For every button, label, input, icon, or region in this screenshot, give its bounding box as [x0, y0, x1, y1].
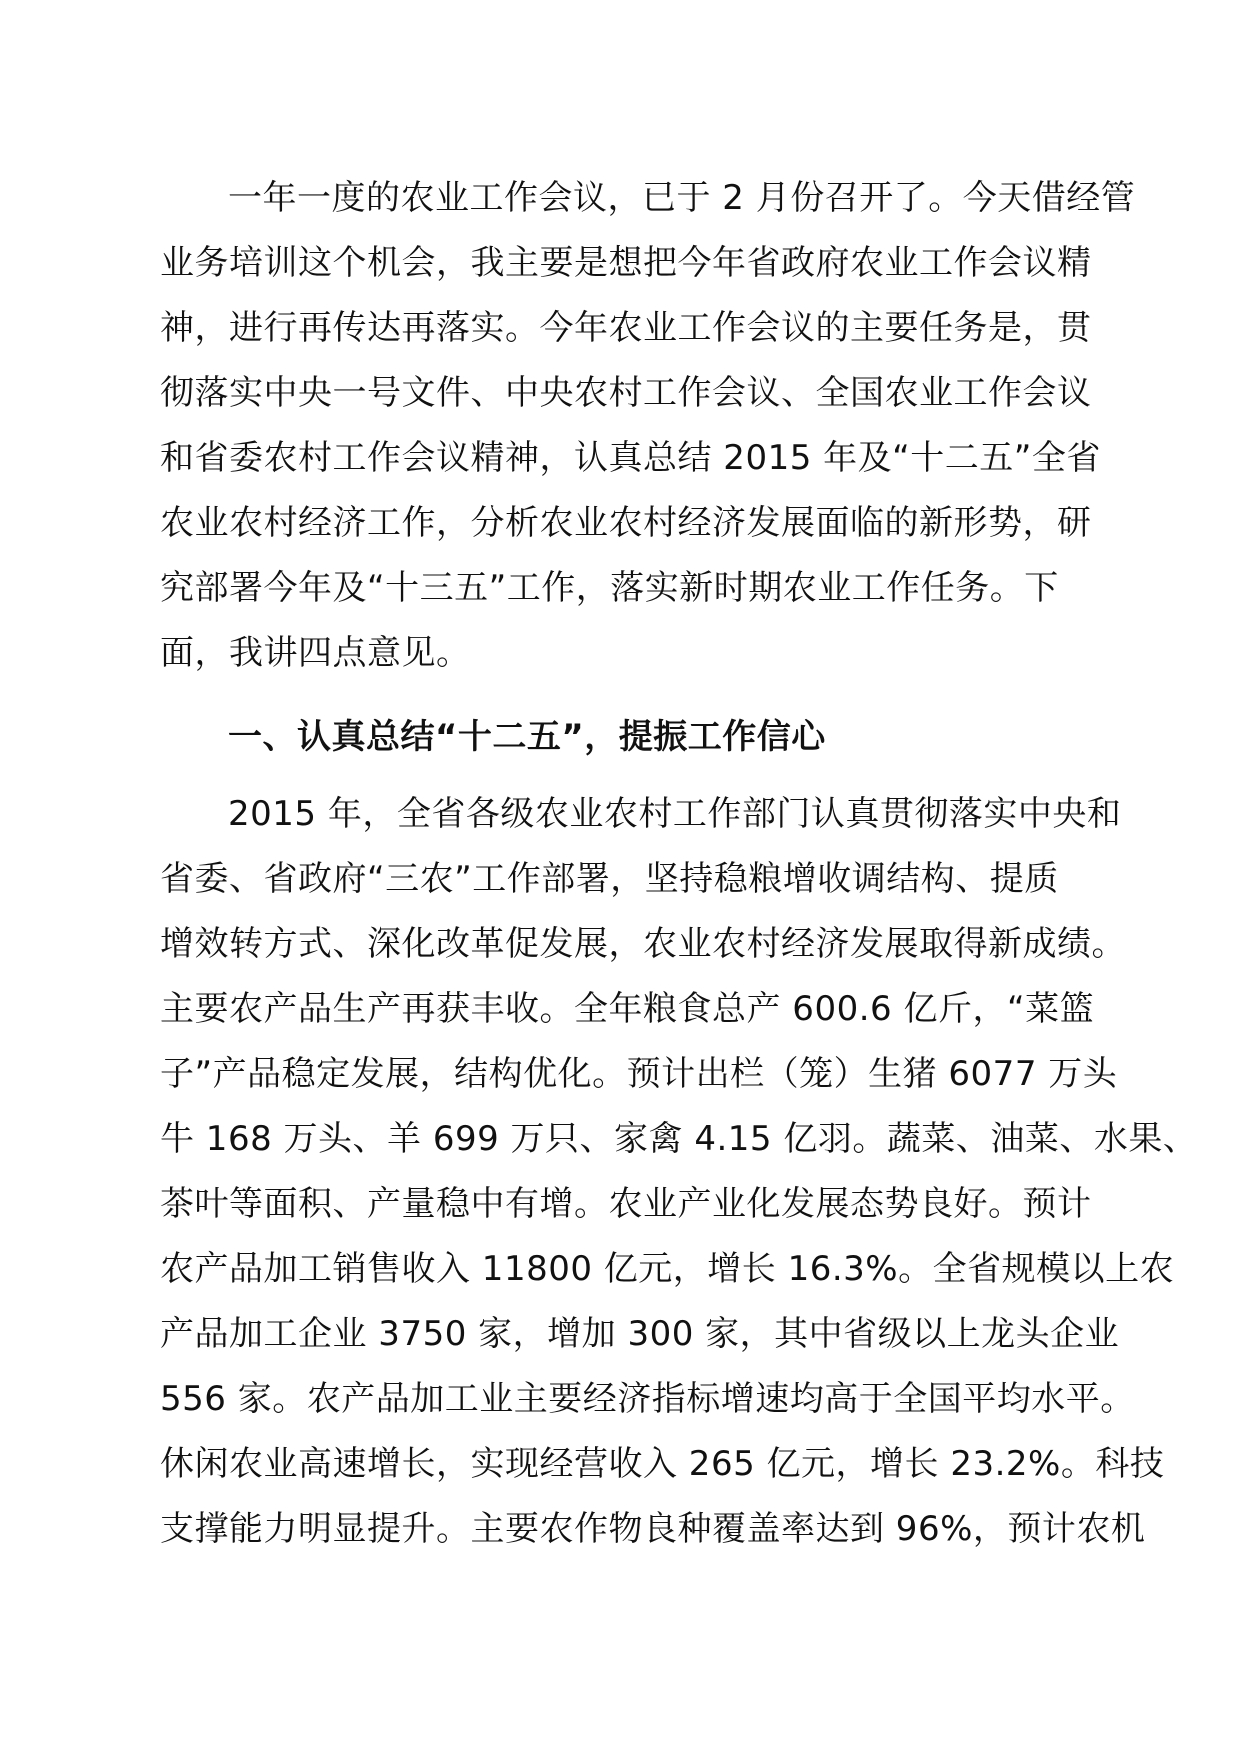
text-line: 业务培训这个机会，我主要是想把今年省政府农业工作会议精: [160, 243, 1092, 283]
text-line: 2015 年，全省各级农业农村工作部门认真贯彻落实中央和: [228, 794, 1122, 834]
text-line: 究部署今年及“十三五”工作，落实新时期农业工作任务。下: [160, 568, 1059, 608]
text-line: 农产品加工销售收入 11800 亿元，增长 16.3%。全省规模以上农: [160, 1249, 1175, 1289]
text-line: 神，进行再传达再落实。今年农业工作会议的主要任务是，贯: [160, 308, 1092, 348]
text-line: 556 家。农产品加工业主要经济指标增速均高于全国平均水平。: [160, 1379, 1135, 1419]
text-line: 茶叶等面积、产量稳中有增。农业产业化发展态势良好。预计: [160, 1184, 1092, 1224]
text-line: 增效转方式、深化改革促发展，农业农村经济发展取得新成绩。: [160, 924, 1126, 964]
text-line: 支撑能力明显提升。主要农作物良种覆盖率达到 96%，预计农机: [160, 1509, 1146, 1549]
text-line: 省委、省政府“三农”工作部署，坚持稳粮增收调结构、提质: [160, 859, 1059, 899]
text-line: 农业农村经济工作，分析农业农村经济发展面临的新形势，研: [160, 503, 1092, 543]
paragraph-summary: [160, 782, 1198, 1562]
text-line: 子”产品稳定发展，结构优化。预计出栏（笼）生猪 6077 万头: [160, 1054, 1118, 1094]
text-line: 一年一度的农业工作会议，已于 2 月份召开了。今天借经管: [228, 178, 1136, 218]
text-line: 面，我讲四点意见。: [160, 633, 471, 673]
document-body: [160, 166, 1198, 1562]
text-line: 和省委农村工作会议精神，认真总结 2015 年及“十二五”全省: [160, 438, 1101, 478]
paragraph-intro: [160, 166, 1136, 686]
text-line: 休闲农业高速增长，实现经营收入 265 亿元，增长 23.2%。科技: [160, 1444, 1165, 1484]
text-line: 主要农产品生产再获丰收。全年粮食总产 600.6 亿斤，“菜篮: [160, 989, 1095, 1029]
text-line: 彻落实中央一号文件、中央农村工作会议、全国农业工作会议: [160, 373, 1092, 413]
section-heading: 一、认真总结“十二五”，提振工作信心: [228, 717, 826, 757]
text-line: 产品加工企业 3750 家，增加 300 家，其中省级以上龙头企业: [160, 1314, 1120, 1354]
text-line: 牛 168 万头、羊 699 万只、家禽 4.15 亿羽。蔬菜、油菜、水果、: [160, 1119, 1198, 1159]
